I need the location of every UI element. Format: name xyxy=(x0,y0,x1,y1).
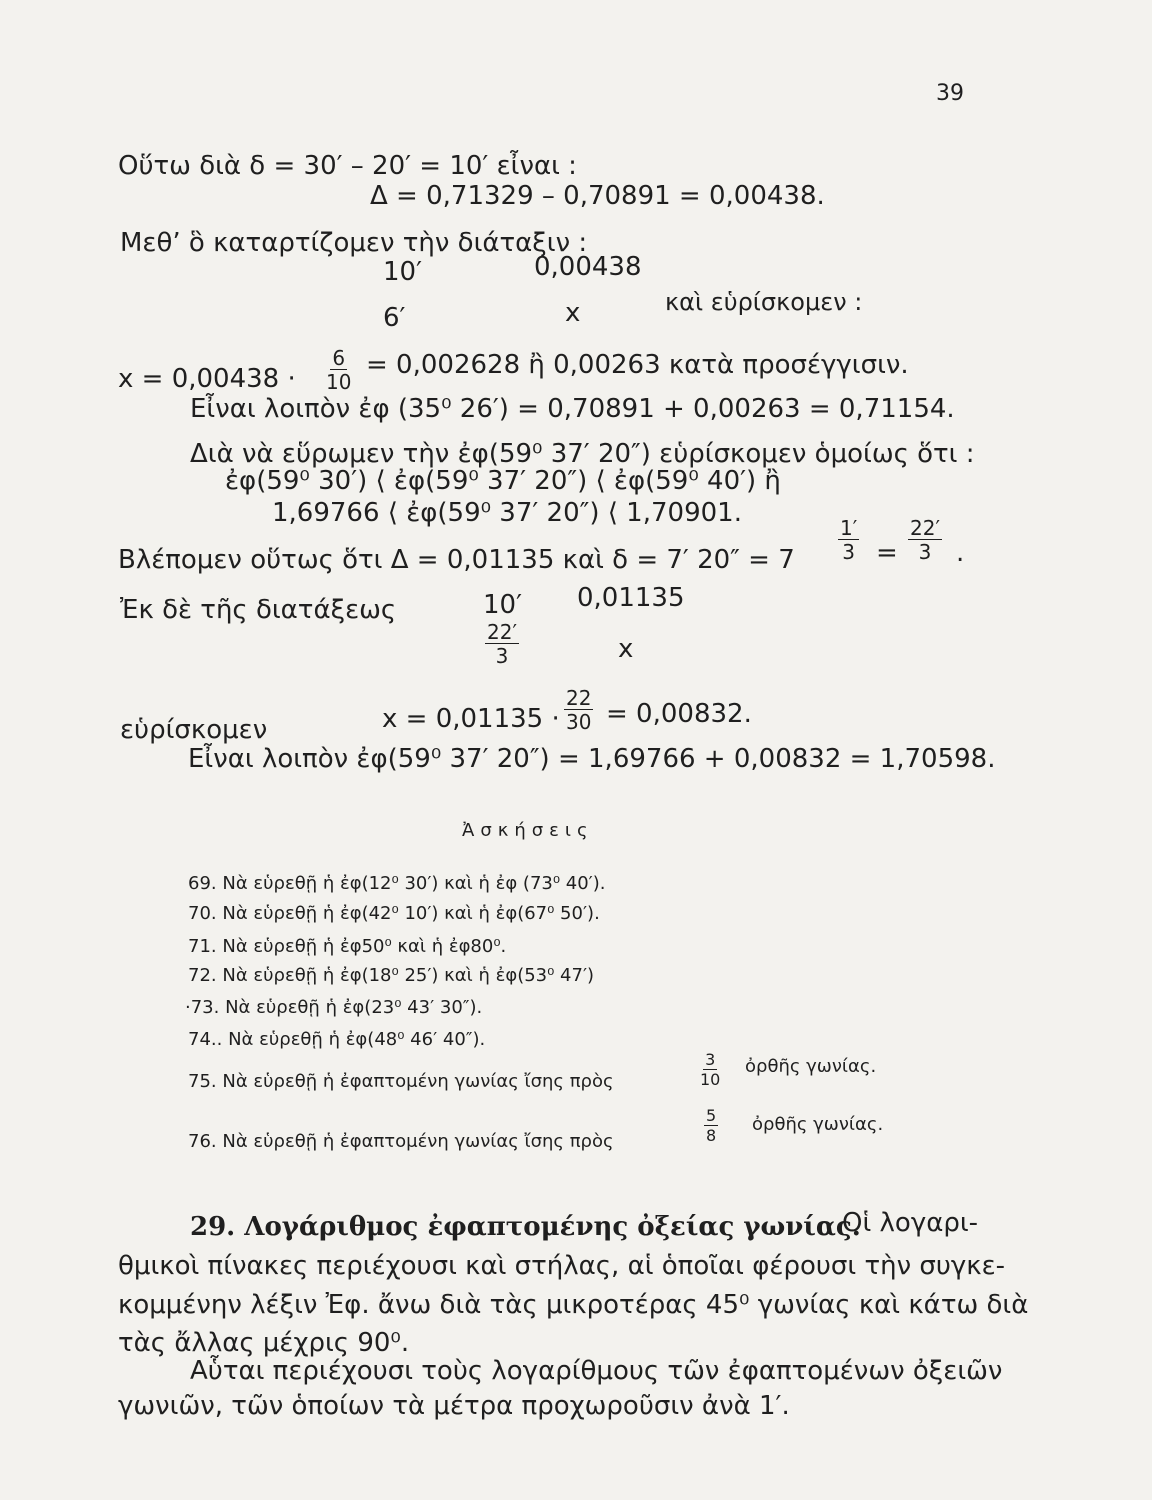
fraction-den: 3 xyxy=(842,540,855,564)
exercise-75: 75. Νὰ εὑρεθῇ ἡ ἐφαπτομένη γωνίας ἴσης πρὸς xyxy=(188,1071,614,1092)
paragraph-2-line-1: Αὗται περιέχουσι τοὺς λογαρίθμους τῶν ἐφαπτομένων ὀξειῶν xyxy=(190,1356,1003,1386)
text-line-12: Ἐκ δὲ τῆς διατάξεως xyxy=(120,595,397,625)
inequality-line-1: ἐφ(59⁰ 30′) ⟨ ἐφ(59⁰ 37′ 20″) ⟨ ἐφ(59⁰ 40′) ἢ xyxy=(225,466,781,496)
section-heading: 29. Λογάριθμος ἐφαπτομένης ὀξείας γωνίας. xyxy=(190,1212,861,1242)
fraction-num: 5 xyxy=(706,1106,717,1125)
fraction-den: 8 xyxy=(706,1126,717,1145)
text-line-14: εὑρίσκομεν xyxy=(120,715,268,745)
exercise-70: 70. Νὰ εὑρεθῇ ἡ ἐφ(42⁰ 10′) καὶ ἡ ἐφ(67⁰ 50′). xyxy=(188,903,600,924)
fraction-num: 6 xyxy=(332,346,346,370)
table-cell-x: x xyxy=(565,298,581,328)
exercise-74: 74.. Νὰ εὑρεθῇ ἡ ἐφ(48⁰ 46′ 40″). xyxy=(188,1029,486,1050)
text-line-1: Οὕτω διὰ δ = 30′ – 20′ = 10′ εἶναι : xyxy=(118,151,577,181)
table-cell-01135: 0,01135 xyxy=(577,583,685,613)
fraction-den: 10 xyxy=(700,1070,721,1089)
paragraph-1-line-1: Οἱ λογαρι- xyxy=(842,1208,979,1238)
fraction-num: 22′ xyxy=(910,516,940,540)
fraction-1min-3 xyxy=(838,518,859,562)
inequality-line-2: 1,69766 ⟨ ἐφ(59⁰ 37′ 20″) ⟨ 1,70901. xyxy=(272,498,742,528)
fraction-den: 3 xyxy=(918,540,932,564)
x-equation-2: x = 0,01135 · xyxy=(382,704,560,734)
fraction-22min-3-b xyxy=(485,622,519,666)
exercise-75-end: ὀρθῆς γωνίας. xyxy=(745,1056,877,1077)
exercise-76: 76. Νὰ εὑρεθῇ ἡ ἐφαπτομένη γωνίας ἴσης πρὸς xyxy=(188,1131,614,1152)
paragraph-2-line-2: γωνιῶν, τῶν ὁποίων τὰ μέτρα προχωροῦσιν ἀνὰ 1′. xyxy=(118,1391,790,1421)
table-cell-x-b: x xyxy=(618,634,634,664)
fraction-3-10 xyxy=(698,1052,722,1088)
fraction-den: 3 xyxy=(495,644,509,668)
text-line-8: Διὰ νὰ εὕρωμεν τὴν ἐφ(59⁰ 37′ 20″) εὑρίσκομεν ὁμοίως ὅτι : xyxy=(190,439,975,469)
text-line-7: Εἶναι λοιπὸν ἐφ (35⁰ 26′) = 0,70891 + 0,00263 = 0,71154. xyxy=(190,394,955,424)
exercise-73: ·73. Νὰ εὑρεθῇ ἡ ἐφ(23⁰ 43′ 30″). xyxy=(185,997,483,1018)
fraction-num: 22′ xyxy=(487,620,517,644)
fraction-num: 1′ xyxy=(840,516,858,540)
exercise-72: 72. Νὰ εὑρεθῇ ἡ ἐφ(18⁰ 25′) καὶ ἡ ἐφ(53⁰ 47′) xyxy=(188,965,595,986)
fraction-6-10 xyxy=(324,348,353,392)
paragraph-1-line-4: τὰς ἄλλας μέχρις 90⁰. xyxy=(118,1328,410,1358)
table-cell-10min: 10′ xyxy=(383,257,422,287)
exercises-title: Ἀσκήσεις xyxy=(462,820,594,841)
exercise-76-end: ὀρθῆς γωνίας. xyxy=(752,1114,884,1135)
fraction-5-8 xyxy=(704,1108,718,1144)
x-equation-1-result: = 0,002628 ἢ 0,00263 κατὰ προσέγγισιν. xyxy=(366,350,909,380)
fraction-num: 3 xyxy=(705,1050,716,1069)
page-number: 39 xyxy=(936,81,964,106)
table-cell-00438: 0,00438 xyxy=(534,252,642,282)
table-cell-6min: 6′ xyxy=(383,303,406,333)
text-line-5c: καὶ εὑρίσκομεν : xyxy=(665,288,863,316)
text-line-3: Μεθ’ ὃ καταρτίζομεν τὴν διάταξιν : xyxy=(120,228,588,258)
exercise-69: 69. Νὰ εὑρεθῇ ἡ ἐφ(12⁰ 30′) καὶ ἡ ἐφ (73⁰ 40′). xyxy=(188,873,606,894)
text-line-11: Βλέπομεν οὕτως ὅτι Δ = 0,01135 καὶ δ = 7′ 20″ = 7 xyxy=(118,545,795,575)
delta-computation: Δ = 0,71329 – 0,70891 = 0,00438. xyxy=(370,181,825,211)
table-cell-10min-b: 10′ xyxy=(483,590,522,620)
fraction-22-30 xyxy=(564,688,593,732)
x-equation-2-result: = 0,00832. xyxy=(606,699,752,729)
x-equation-1: x = 0,00438 · xyxy=(118,364,296,394)
paragraph-1-line-2: θμικοὶ πίνακες περιέχουσι καὶ στήλας, αἱ ὁποῖαι φέρουσι τὴν συγκε- xyxy=(118,1251,1006,1281)
period: . xyxy=(956,538,965,568)
paragraph-1-line-3: κομμένην λέξιν Ἐφ. ἄνω διὰ τὰς μικροτέρας 45⁰ γωνίας καὶ κάτω διὰ xyxy=(118,1290,1029,1320)
fraction-den: 10 xyxy=(326,370,352,394)
exercise-71: 71. Νὰ εὑρεθῇ ἡ ἐφ50⁰ καὶ ἡ ἐφ80⁰. xyxy=(188,936,507,957)
fraction-num: 22 xyxy=(566,686,592,710)
equals-sign: = xyxy=(876,538,898,568)
fraction-den: 30 xyxy=(566,710,592,734)
text-line-15: Εἶναι λοιπὸν ἐφ(59⁰ 37′ 20″) = 1,69766 + 0,00832 = 1,70598. xyxy=(188,744,996,774)
fraction-22min-3 xyxy=(908,518,942,562)
